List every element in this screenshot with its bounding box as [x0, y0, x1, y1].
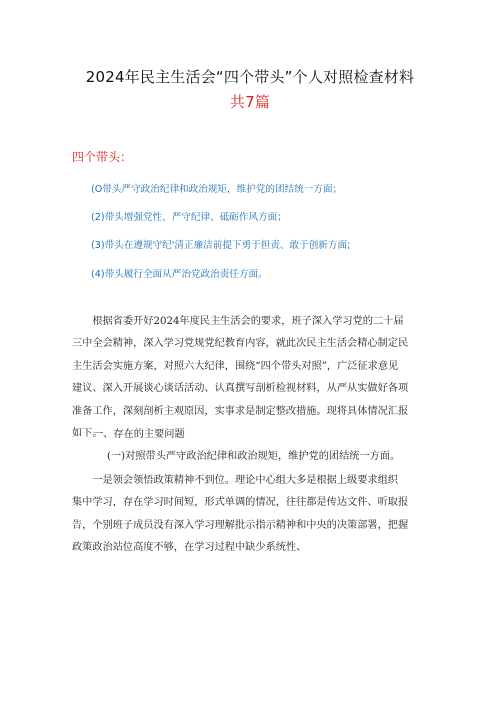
problem-paragraph [72, 470, 436, 560]
section-heading: 四个带头： [72, 150, 133, 164]
paragraph-line: 集中学习，存在学习时间短，形式单调的情况，往往都是传达文件、听取报 [72, 497, 409, 509]
point-item: (3)带头在遵规守纪'清正廉洁前提下勇于担责、敢于创新方面; [91, 240, 351, 251]
point-item: (2)带头增强党性、严守纪律、砥砺作风方面； [91, 212, 287, 223]
paragraph-line: 根据省委开好2024年度民主生活会的要求，班子深入学习党的二十届 [72, 316, 404, 327]
paragraph-line: 告，个别班子成员没有深入学习理解批示指示精神和中央的决策部署，把握 [72, 519, 409, 531]
problems-heading: 一、存在的主要问题 [93, 429, 185, 440]
paragraph-line: 如下。 [72, 428, 103, 440]
paragraph-line: 准备工作，深刻剖析主观原因，实事求是制定整改措施。现将具体情况汇报 [72, 405, 409, 417]
paragraph-line: 主生活会实施方案，对照六大纪律，围绕“四个带头对照”，广泛征求意见 [72, 360, 399, 372]
subsection-heading: (一)对照带头严守政治纪律和政治规矩，维护党的团结统一方面。 [107, 451, 401, 462]
point-item: (4)带头履行全面从严治党政治责任方面。 [91, 269, 268, 280]
document-subtitle: 共7篇 [229, 93, 271, 111]
paragraph-line: 三中全会精神，深入学习党规党纪教育内容，就此次民主生活会精心制定民 [72, 338, 409, 350]
paragraph-line: 一是领会领悟政策精神不到位。理论中心组大多是根据上级要求组织 [72, 475, 398, 486]
paragraph-line: 政策政治站位高度不够，在学习过程中缺少系统性、 [72, 542, 307, 554]
document-title: 2024年民主生活会“四个带头”个人对照检查材料 [85, 68, 415, 86]
paragraph-line: 建议、深入开展谈心谈话活动、认真撰写剖析检视材料，从严从实做好各项 [72, 383, 409, 395]
point-item: (O带头严守政治纪律和政治规矩，维护党的团结统一方面； [91, 184, 343, 195]
